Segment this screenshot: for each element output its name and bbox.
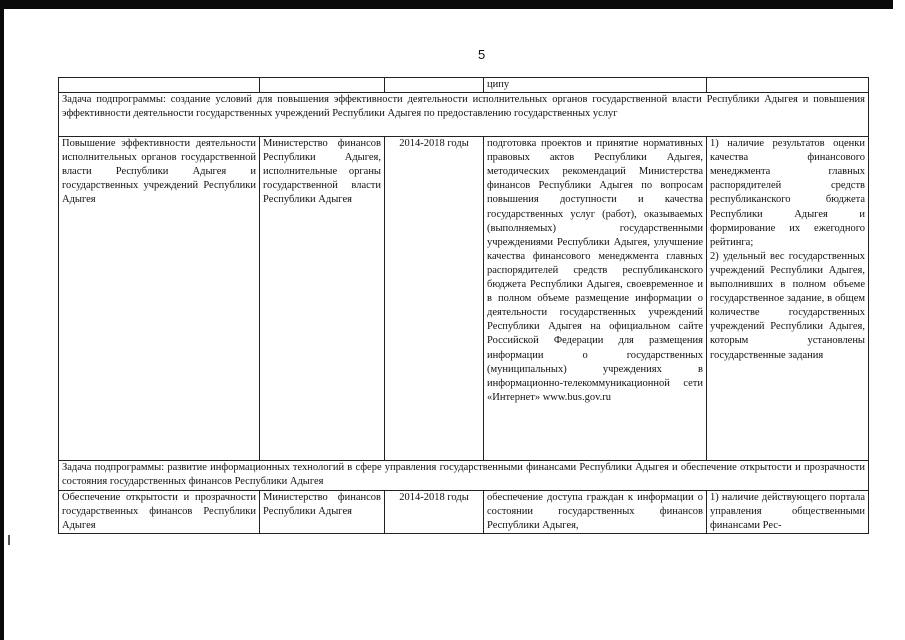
scan-border-top xyxy=(0,0,893,9)
measure-period: 2014-2018 годы xyxy=(385,491,484,534)
page-number: 5 xyxy=(478,47,486,62)
scan-mark xyxy=(8,535,10,545)
table-cell xyxy=(707,78,869,93)
task-heading: Задача подпрограммы: развитие информационных технологий в сфере управления государственными финансами Республики Адыгея и обеспечение открытости и прозрачности состояния государственных финансов Республики Адыгея xyxy=(59,461,869,491)
task-heading: Задача подпрограммы: создание условий для повышения эффективности деятельности исполнительных органов государственной власти Республики Адыгея и повышения эффективности деятельности государственных учреждений Республики Адыгея по предоставлению государственных услуг xyxy=(59,93,869,137)
measure-period: 2014-2018 годы xyxy=(385,137,484,461)
table-row xyxy=(59,78,869,93)
table-row xyxy=(59,93,869,137)
measure-executor: Министерство финансов Республики Адыгея, исполнительные органы государственной власти Республики Адыгея xyxy=(260,137,385,461)
table-row xyxy=(59,137,869,461)
scan-border-left xyxy=(0,9,4,640)
measure-executor: Министерство финансов Республики Адыгея xyxy=(260,491,385,534)
table-cell xyxy=(260,78,385,93)
measure-name: Обеспечение открытости и прозрачности государственных финансов Республики Адыгея xyxy=(59,491,260,534)
table-cell xyxy=(59,78,260,93)
measure-result: подготовка проектов и принятие нормативных правовых актов Республики Адыгея, методических рекомендаций Министерства финансов Республики Адыгея по вопросам повышения доступности и качества государственных услуг (работ), оказываемых (выполняемых) государственными учреждениями Республики Адыгея, улучшение качества финансового менеджмента главных распорядителей средств республиканского бюджета Республики Адыгея, своевременное и в полном объеме размещение информации о деятельности государственных учреждений Республики Адыгея на официальном сайте Российской Федерации для размещения информации о государственных (муниципальных) учреждениях в информационно-телекоммуникационной сети «Интернет» www.bus.gov.ru xyxy=(484,137,707,461)
measure-indicators: 1) наличие результатов оценки качества финансового менеджмента главных распорядителей средств республиканского бюджета Республики Адыгея и формирование их ежегодного рейтинга; 2) удельный вес государственных учреждений Республики Адыгея, выполнивших в полном объеме государственное задание, в общем количестве государственных учреждений Республики Адыгея, которым установлены государственные задания xyxy=(707,137,869,461)
program-measures-table xyxy=(58,77,869,534)
table-row xyxy=(59,491,869,534)
measure-result: обеспечение доступа граждан к информации о состоянии государственных финансов Республики Адыгея, xyxy=(484,491,707,534)
table-cell xyxy=(385,78,484,93)
measure-name: Повышение эффективности деятельности исполнительных органов государственной власти Республики Адыгея и государственных учреждений Республики Адыгея xyxy=(59,137,260,461)
measure-indicators: 1) наличие действующего портала управления общественными финансами Рес- xyxy=(707,491,869,534)
table-row xyxy=(59,461,869,491)
table-cell: ципу xyxy=(484,78,707,93)
